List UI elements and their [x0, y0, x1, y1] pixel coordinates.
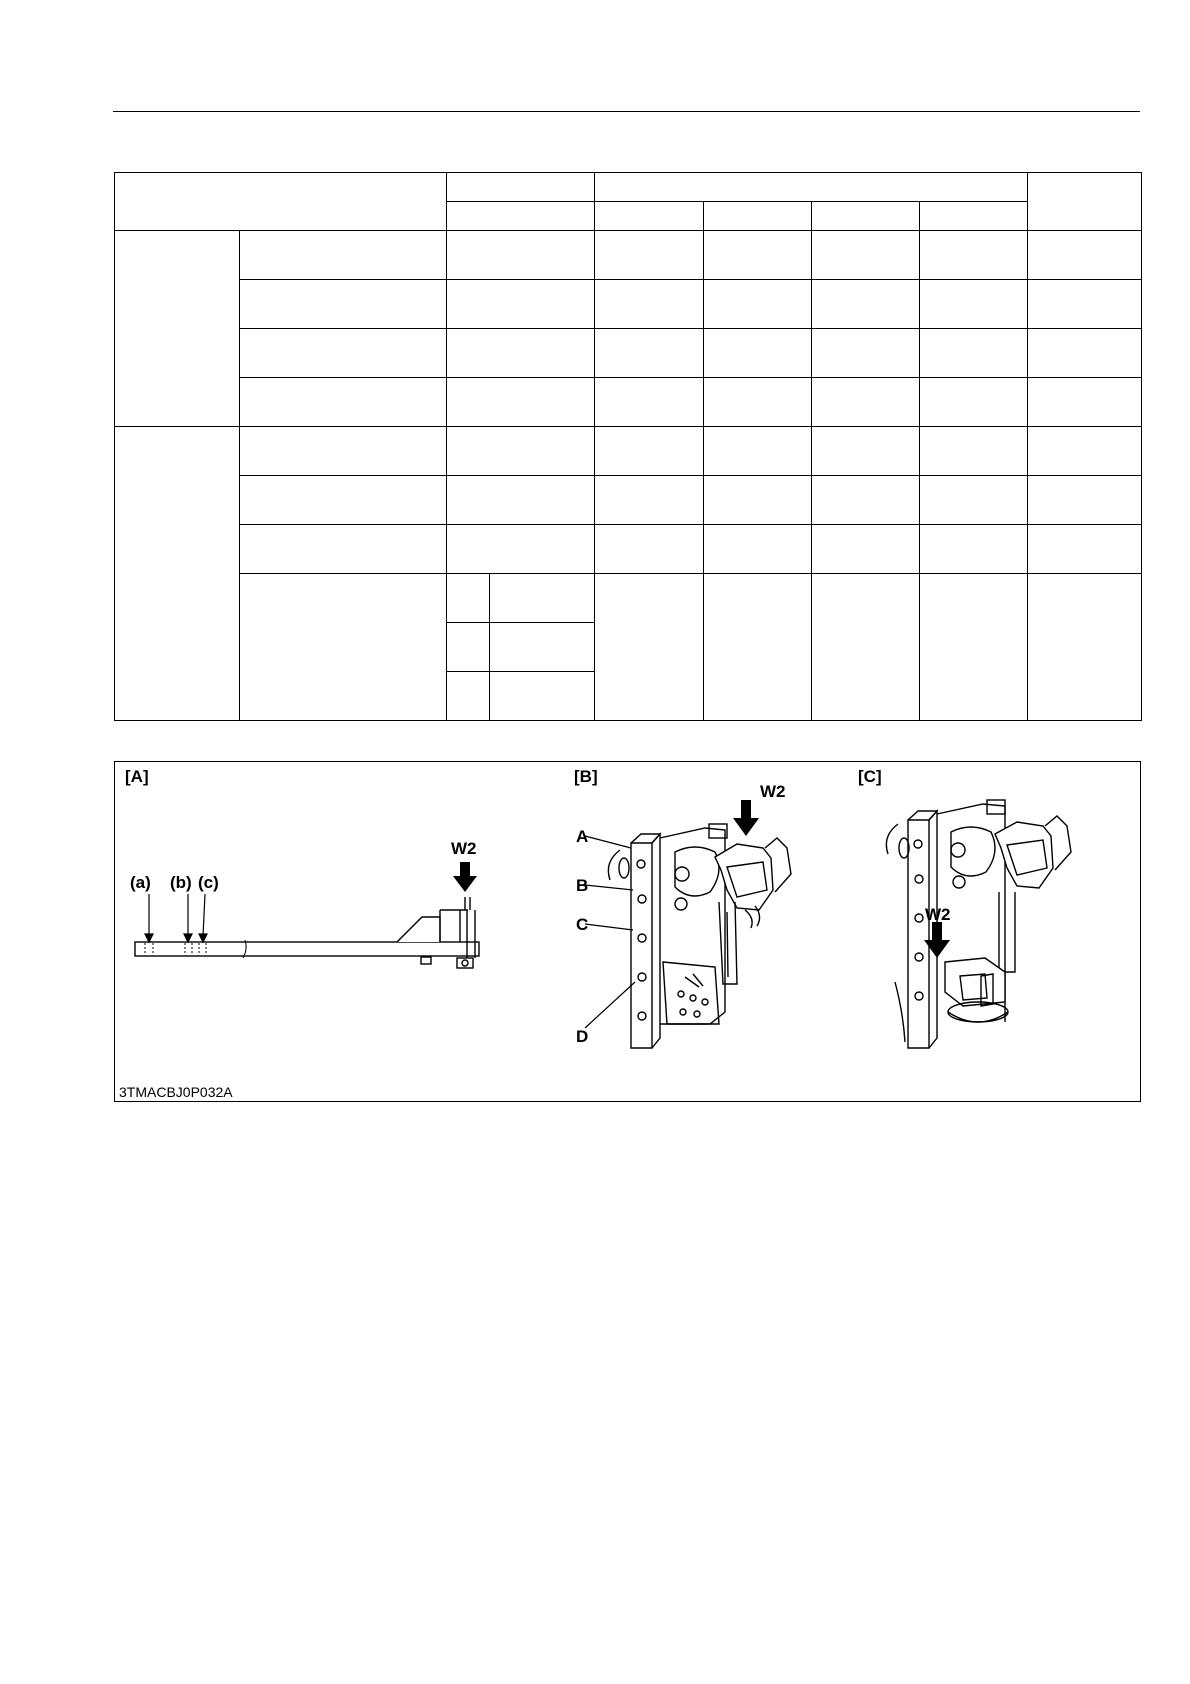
table-row: [115, 378, 1142, 427]
table-row: [115, 525, 1142, 574]
callout-b: (b): [170, 873, 192, 892]
panel-c-label: [C]: [858, 767, 882, 786]
table-row: [115, 476, 1142, 525]
table-header-cell: [595, 173, 1028, 202]
panel-c-drawing: [886, 800, 1071, 1048]
table-header-cell: [447, 173, 595, 202]
panel-b-w2-arrow: [733, 800, 759, 836]
callout-hole-a: A: [576, 827, 589, 846]
table-group-cell: [115, 231, 240, 427]
table-row: [115, 329, 1142, 378]
table-header-cell: [704, 202, 812, 231]
table-header-cell: [1028, 173, 1142, 231]
table-row: [115, 574, 1142, 623]
panel-a-w2-arrow: [453, 862, 477, 892]
callout-hole-b: B: [576, 876, 589, 895]
callout-a: (a): [130, 873, 151, 892]
header-rule: [113, 111, 1140, 112]
panel-a-w2-label: W2: [451, 839, 477, 858]
table-header-cell: [812, 202, 920, 231]
callout-c: (c): [198, 873, 219, 892]
figure-drawing: [115, 762, 1140, 1101]
table-header-cell: [595, 202, 704, 231]
spec-table: [114, 172, 1142, 721]
table-header-cell: [920, 202, 1028, 231]
figure-code: 3TMACBJ0P032A: [119, 1084, 233, 1100]
figure-box: [114, 761, 1141, 1102]
table-row: [115, 427, 1142, 476]
panel-b-leader-lines: [585, 836, 635, 1028]
panel-c-w2-label: W2: [925, 905, 951, 924]
callout-hole-d: D: [576, 1027, 589, 1046]
table-row: [115, 280, 1142, 329]
callout-hole-c: C: [576, 915, 589, 934]
table-header-cell: [115, 173, 447, 231]
panel-a-arrows: [145, 894, 207, 942]
panel-b-w2-label: W2: [760, 782, 786, 801]
table-row: [115, 231, 1142, 280]
panel-a-label: [A]: [125, 767, 149, 786]
panel-a-drawing: [135, 897, 479, 968]
panel-b-label: [B]: [574, 767, 598, 786]
table-header-cell: [447, 202, 595, 231]
table-group-cell: [115, 427, 240, 721]
panel-b-drawing: [608, 824, 791, 1048]
